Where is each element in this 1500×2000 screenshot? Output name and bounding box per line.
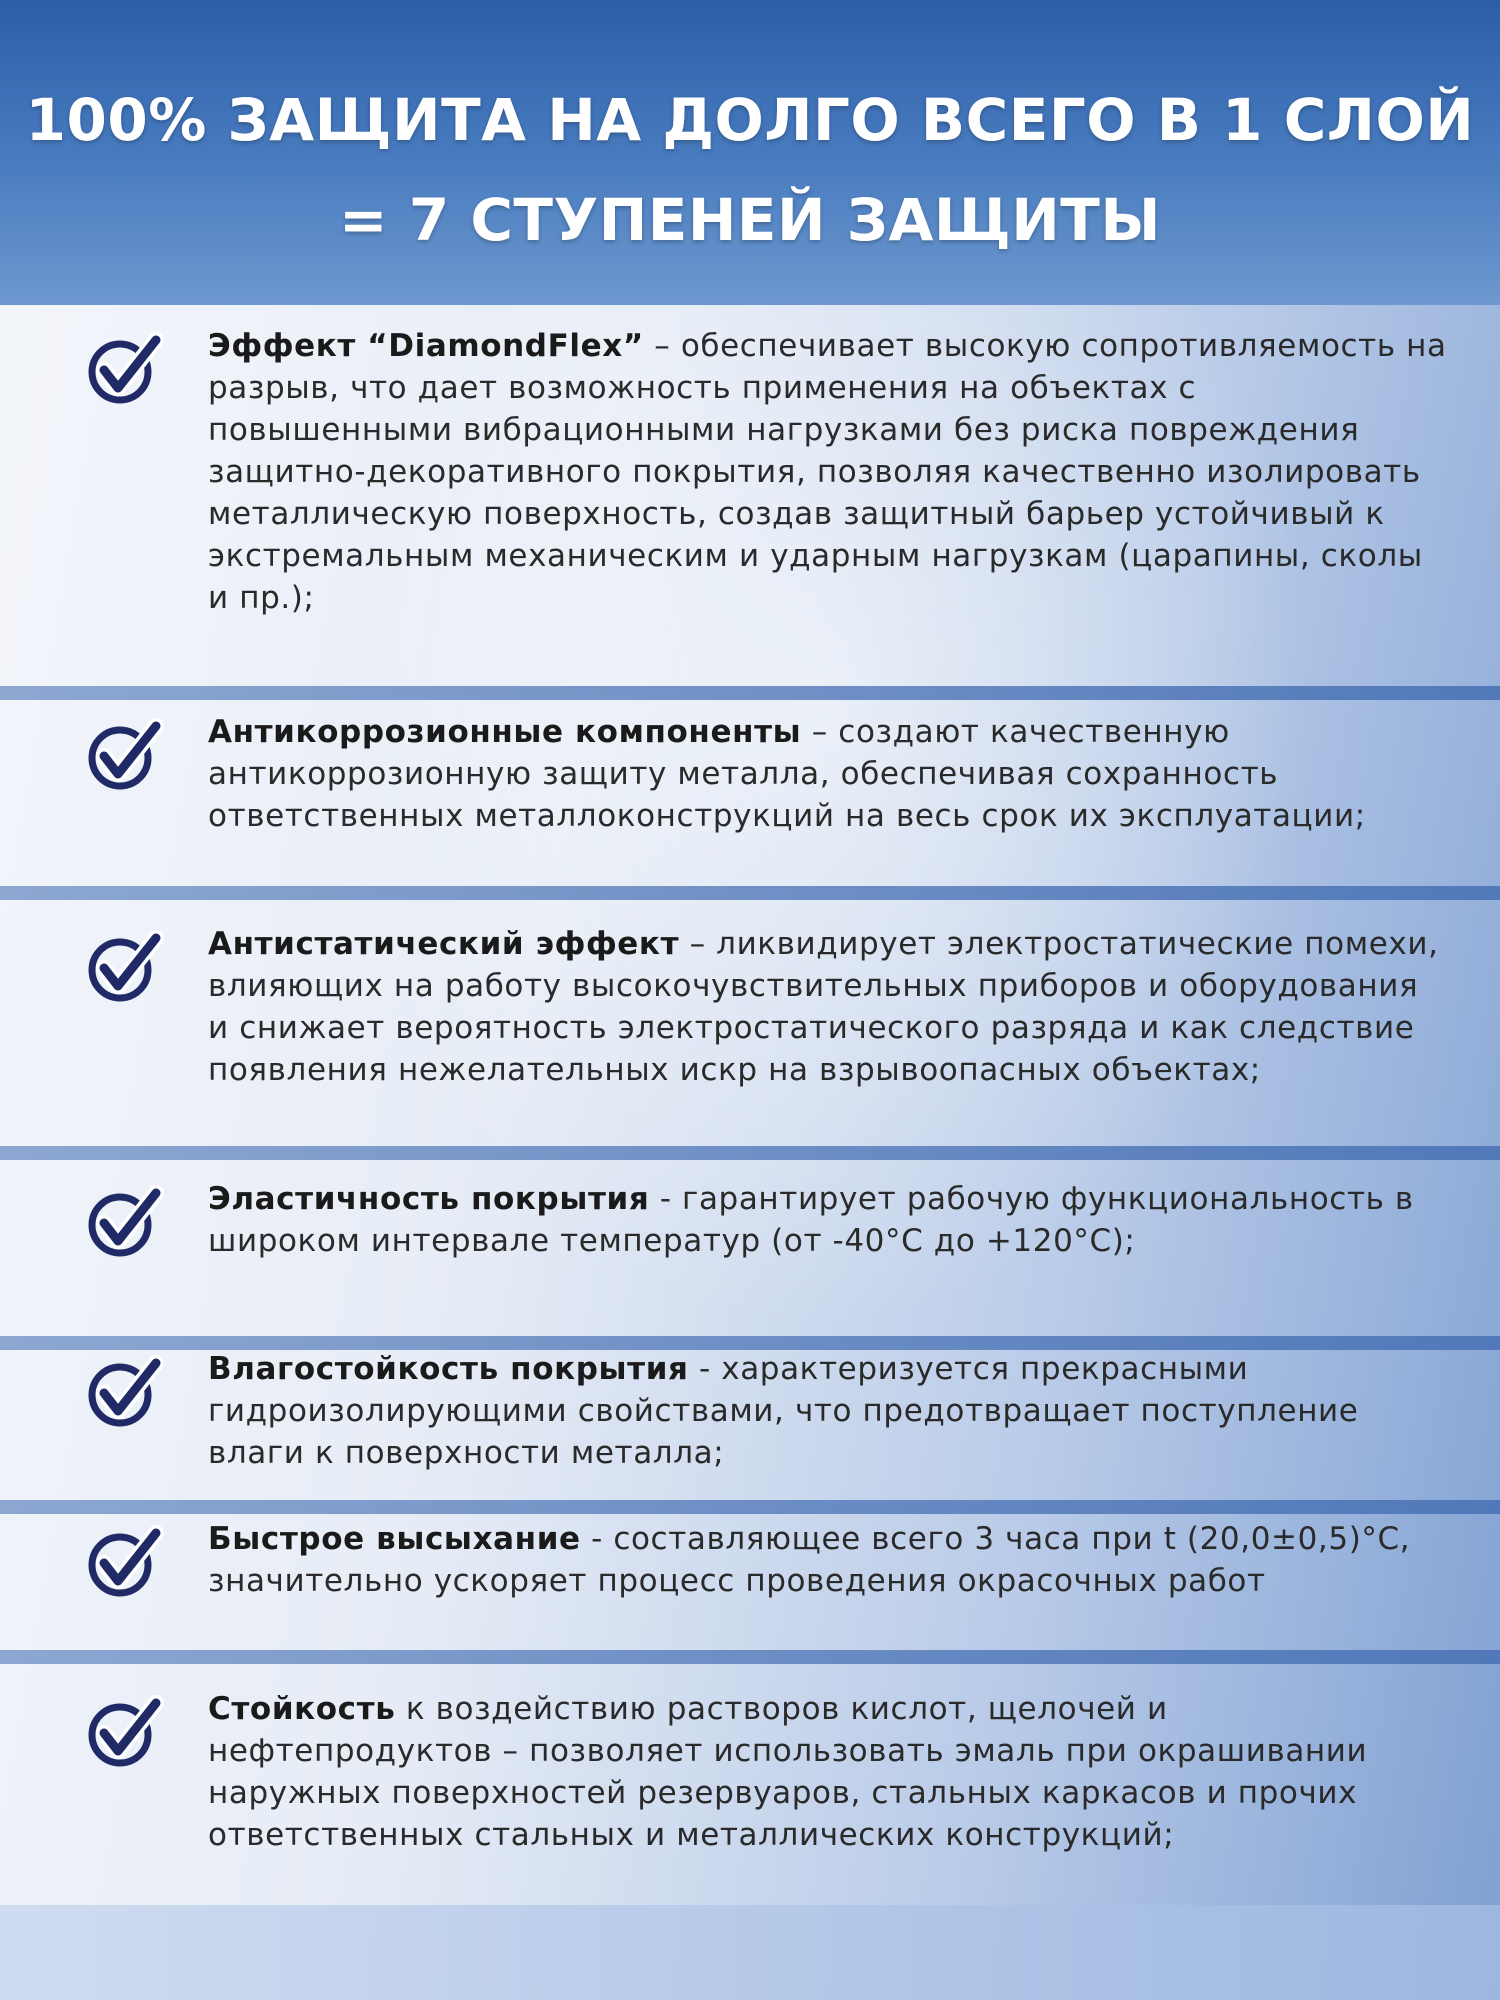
item-heading: Эффект “DiamondFlex” [208, 328, 644, 364]
item-heading: Влагостойкость покрытия [208, 1351, 689, 1387]
item-description: – создают качественную антикоррозионную защиту металла, обеспечивая сохранность ответственных металлоконструкций на весь срок их эксплуатации; [208, 714, 1366, 834]
checkmark-icon [84, 1693, 164, 1773]
page-title [0, 70, 1500, 270]
item-description: – ликвидирует электростатические помехи, влияющих на работу высокочувствительных приборов и оборудования и снижает вероятность электростатического разряда и как следствие появления нежелательных искр на взрывоопасных объектах; [208, 926, 1439, 1088]
item-text [208, 1348, 1448, 1474]
item-description: - характеризуется прекрасными гидроизолирующими свойствами, что предотвращает поступление влаги к поверхности металла; [208, 1351, 1359, 1471]
title-line-2: = 7 СТУПЕНЕЙ ЗАЩИТЫ [339, 186, 1161, 254]
divider [0, 686, 1500, 700]
divider [0, 886, 1500, 900]
item-description: – обеспечивает высокую сопротивляемость на разрыв, что дает возможность применения на объектах с повышенными вибрационными нагрузками без риска повреждения защитно-декоративного покрытия, позволяя качественно изолировать металлическую поверхность, создав защитный барьер устойчивый к экстремальным механическим и ударным нагрузкам (царапины, сколы и пр.); [208, 328, 1447, 616]
item-text [208, 325, 1448, 619]
checkmark-icon [84, 1183, 164, 1263]
item-heading: Быстрое высыхание [208, 1521, 581, 1557]
item-description: - составляющее всего 3 часа при t (20,0±0,5)°С, значительно ускоряет процесс проведения окрасочных работ [208, 1521, 1411, 1599]
item-heading: Эластичность покрытия [208, 1181, 650, 1217]
checkmark-icon [84, 716, 164, 796]
item-heading: Антистатический эффект [208, 926, 680, 962]
checkmark-icon [84, 1523, 164, 1603]
divider [0, 1650, 1500, 1664]
divider [0, 1146, 1500, 1160]
divider [0, 1500, 1500, 1514]
checkmark-icon [84, 330, 164, 410]
checkmark-icon [84, 1353, 164, 1433]
item-text [208, 1178, 1448, 1262]
checkmark-icon [84, 928, 164, 1008]
item-text [208, 1518, 1448, 1602]
item-text [208, 711, 1448, 837]
item-heading: Стойкость [208, 1691, 396, 1727]
item-heading: Антикоррозионные компоненты [208, 714, 802, 750]
item-text [208, 1688, 1448, 1856]
item-text [208, 923, 1448, 1091]
item-description: к воздействию растворов кислот, щелочей и нефтепродуктов – позволяет использовать эмаль при окрашивании наружных поверхностей резервуаров, стальных каркасов и прочих ответственных стальных и металлических конструкций; [208, 1691, 1368, 1853]
title-line-1: 100% ЗАЩИТА НА ДОЛГО ВСЕГО В 1 СЛОЙ [25, 86, 1475, 154]
item-description: - гарантирует рабочую функциональность в широком интервале температур (от -40°С до +120°С); [208, 1181, 1414, 1259]
bottom-band [0, 1905, 1500, 2000]
